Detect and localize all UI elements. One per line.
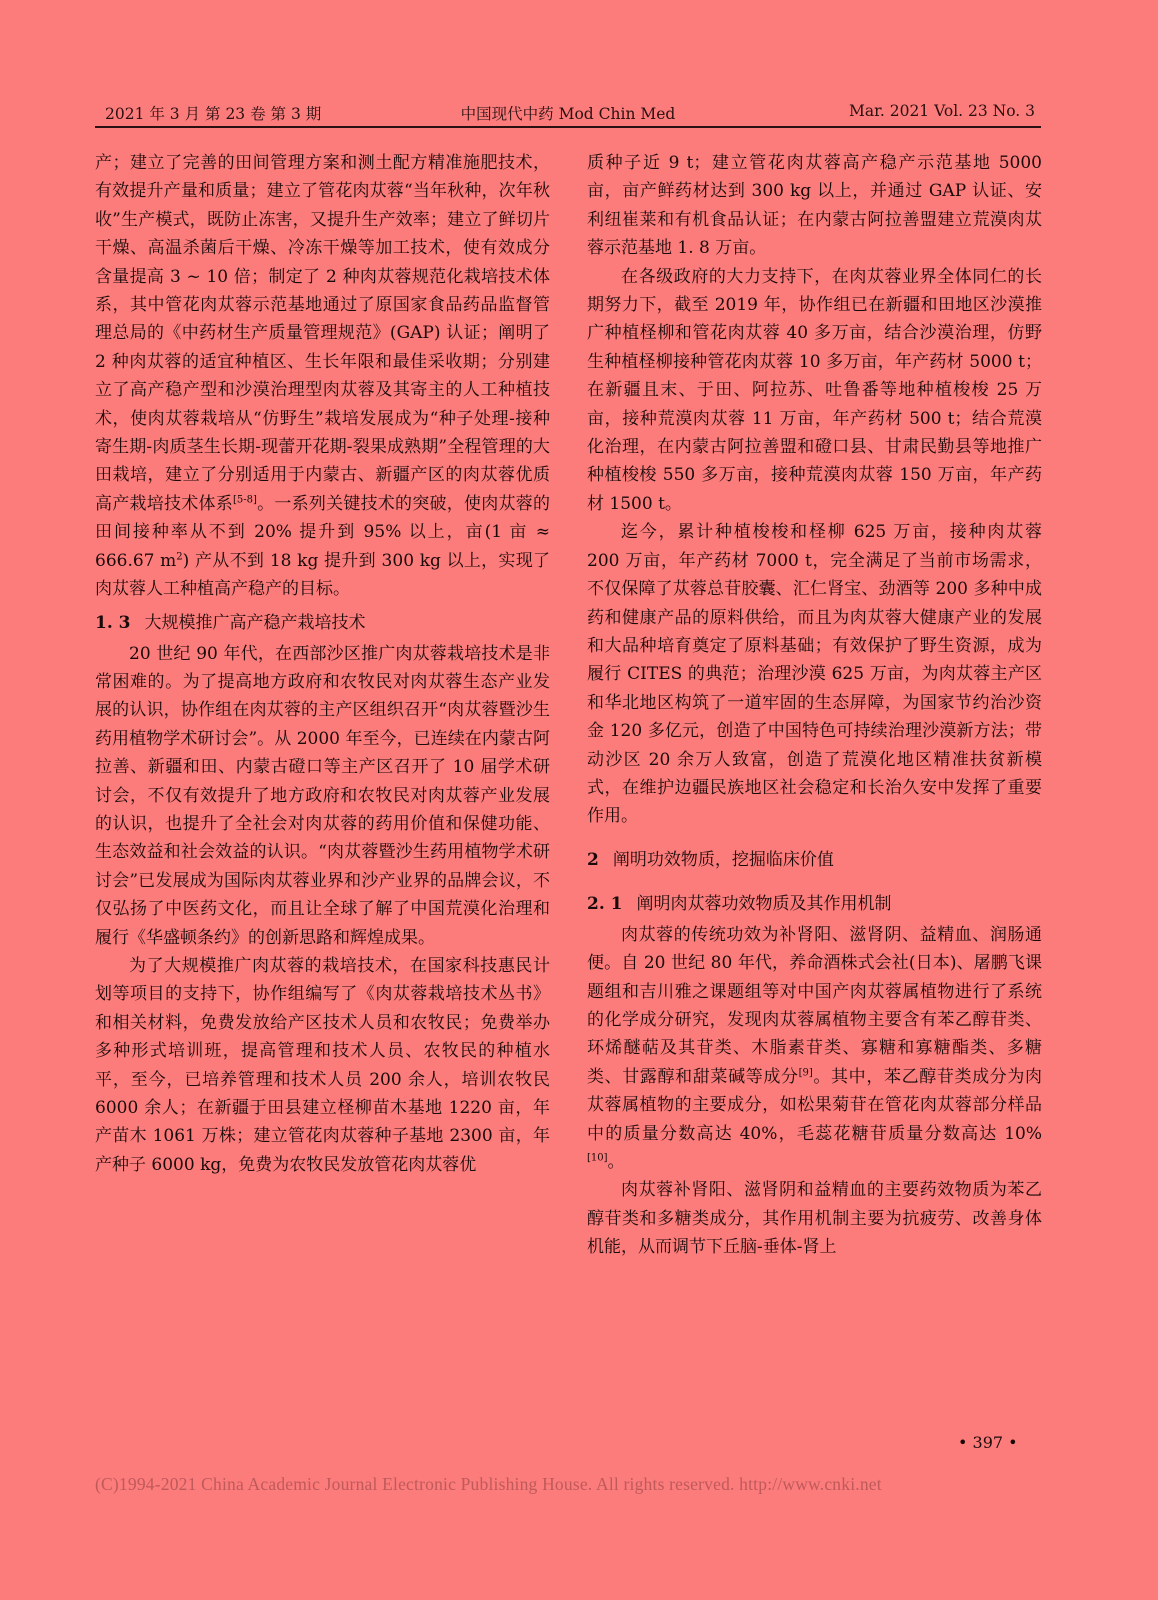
page-number: • 397 • [958, 1433, 1018, 1452]
header-issue-info: 2021 年 3 月 第 23 卷 第 3 期 [105, 105, 322, 123]
text-span: ) 产从不到 18 kg 提升到 300 kg 以上，实现了肉苁蓉人工种植高产稳产的目标。 [95, 550, 550, 600]
section-number: 1. 3 [95, 612, 131, 633]
paragraph-chemical-constituents [587, 921, 1042, 1177]
section-title: 大规模推广高产稳产栽培技术 [144, 612, 366, 633]
header-journal-name: 中国现代中药 Mod Chin Med [460, 105, 676, 123]
right-column [587, 149, 1042, 1262]
running-header [95, 100, 1041, 126]
text-span: 。其中，苯乙醇苷类成分为肉苁蓉属植物的主要成分，如松果菊苷在管花肉苁蓉部分样品中的质量分数高达 40%，毛蕊花糖苷质量分数高达 10% [587, 1066, 1043, 1144]
citation: [10] [587, 1152, 608, 1164]
paragraph-promotion: 为了大规模推广肉苁蓉的栽培技术，在国家科技惠民计划等项目的支持下，协作组编写了《肉苁蓉栽培技术丛书》和相关材料，免费发放给产区技术人员和农牧民；免费举办多种形式培训班，提高管理和技术人员、农牧民的种植水平，至今，已培养管理和技术人员 200 余人，培训农牧民 6000 余人；在新疆于田县建立柽柳苗木基地 1220 亩，年产苗木 1061 万株；建立管花肉苁蓉种子基地 2300 亩，年产种子 6000 kg，免费为农牧民发放管花肉苁蓉优 [95, 955, 550, 1175]
left-column [95, 149, 550, 1179]
paragraph-symposium: 20 世纪 90 年代，在西部沙区推广肉苁蓉栽培技术是非常困难的。为了提高地方政府和农牧民对肉苁蓉生态产业发展的认识，协作组在肉苁蓉的主产区组织召开“肉苁蓉暨沙生药用植物学术研讨会”。从 2000 年至今，已连续在内蒙古阿拉善、新疆和田、内蒙古磴口等主产区召开了 10 届学术研讨会，不仅有效提升了地方政府和农牧民对肉苁蓉产业发展的认识，也提升了全社会对肉苁蓉的药用价值和保健功能、生态效益和社会效益的认识。“肉苁蓉暨沙生药用植物学术研讨会”已发展成为国际肉苁蓉业界和沙产业界的品牌会议，不仅弘扬了中医药文化，而且让全球了解了中国荒漠化治理和履行《华盛顿条约》的创新思路和辉煌成果。 [95, 643, 550, 948]
superscript: 2 [176, 551, 183, 563]
text-span: 产；建立了完善的田间管理方案和测土配方精准施肥技术，有效提升产量和质量；建立了管花肉苁蓉“当年秋种，次年秋收”生产模式，既防止冻害，又提升生产效率；建立了鲜切片干燥、高温杀菌后干燥、冷冻干燥等加工技术，使有效成分含量提高 3 ~ 10 倍；制定了 2 种肉苁蓉规范化栽培技术体系，其中管花肉苁蓉示范基地通过了原国家食品药品监督管理总局的《中药材生产质量管理规范》(GAP) 认证；阐明了 2 种肉苁蓉的适宜种植区、生长年限和最佳采收期；分别建立了高产稳产型和沙漠治理型肉苁蓉及其寄主的人工种植技术，使肉苁蓉栽培从“仿野生”栽培发展成为“种子处理-接种寄生期-肉质茎生长期-现蕾开花期-裂果成熟期”全程管理的大田栽培，建立了分别适用于内蒙古、新疆产区的肉苁蓉优质高产栽培技术体系 [95, 153, 550, 514]
header-rule [95, 126, 1041, 128]
paragraph-achievements: 迄今，累计种植梭梭和柽柳 625 万亩，接种肉苁蓉 200 万亩，年产药材 7000 t，完全满足了当前市场需求，不仅保障了苁蓉总苷胶囊、汇仁肾宝、劲酒等 200 多种中成药和健康产品的原料供给，而且为肉苁蓉大健康产业的发展和大品种培育奠定了原料基础；有效保护了野生资源，成为履行 CITES 的典范；治理沙漠 625 万亩，为肉苁蓉主产区和华北地区构筑了一道牢固的生态屏障，为国家节约治沙资金 120 多亿元，创造了中国特色可持续治理沙漠新方法；带动沙区 20 余万人致富，创造了荒漠化地区精准扶贫新模式，在维护边疆民族地区社会稳定和长治久安中发挥了重要作用。 [587, 522, 1042, 827]
section-title: 阐明功效物质，挖掘临床价值 [612, 849, 834, 870]
section-heading-2 [587, 845, 1042, 875]
text-span: 。一系列关键技术的突破，使肉苁蓉的田间接种率从不到 20% 提升到 95% 以上，亩(1 亩 ≈ 666.67 m [95, 493, 551, 571]
section-number: 2. 1 [587, 893, 623, 914]
paragraph-mechanism: 肉苁蓉补肾阳、滋肾阴和益精血的主要药效物质为苯乙醇苷类和多糖类成分，其作用机制主要为抗疲劳、改善身体机能，从而调节下丘脑-垂体-肾上 [587, 1180, 1042, 1258]
paragraph-seed-base: 质种子近 9 t；建立管花肉苁蓉高产稳产示范基地 5000 亩，亩产鲜药材达到 300 kg 以上，并通过 GAP 认证、安利纽崔莱和有机食品认证；在内蒙古阿拉善盟建立荒漠肉苁蓉示范基地 1. 8 万亩。 [587, 153, 1042, 259]
paragraph-cultivation-system [95, 149, 550, 604]
citation: [9] [798, 1067, 813, 1079]
section-heading-1-3 [95, 608, 550, 638]
section-number: 2 [587, 849, 599, 870]
citation: [5-8] [232, 494, 257, 506]
header-issue-info-english: Mar. 2021 Vol. 23 No. 3 [849, 102, 1035, 120]
section-heading-2-1 [587, 889, 1042, 919]
copyright-footer: (C)1994-2021 China Academic Journal Electronic Publishing House. All rights reserved. http://www.cnki.net [95, 1474, 882, 1494]
paragraph-planting-scale: 在各级政府的大力支持下，在肉苁蓉业界全体同仁的长期努力下，截至 2019 年，协作组已在新疆和田地区沙漠推广种植柽柳和管花肉苁蓉 40 多万亩，结合沙漠治理，仿野生种植柽柳接种管花肉苁蓉 10 多万亩，年产药材 5000 t；在新疆且末、于田、阿拉苏、吐鲁番等地种植梭梭 25 万亩，接种荒漠肉苁蓉 11 万亩，年产药材 500 t；结合荒漠化治理，在内蒙古阿拉善盟和磴口县、甘肃民勤县等地推广种植梭梭 550 多万亩，接种荒漠肉苁蓉 150 万亩，年产药材 1500 t。 [587, 266, 1042, 514]
text-span: 肉苁蓉的传统功效为补肾阳、滋肾阴、益精血、润肠通便。自 20 世纪 80 年代，养命酒株式会社(日本)、屠鹏飞课题组和吉川雅之课题组等对中国产肉苁蓉属植物进行了系统的化学成分研究，发现肉苁蓉属植物主要含有苯乙醇苷类、环烯醚萜及其苷类、木脂素苷类、寡糖和寡糖酯类、多糖类、甘露醇和甜菜碱等成分 [587, 924, 1042, 1087]
section-title: 阐明肉苁蓉功效物质及其作用机制 [636, 893, 892, 914]
text-span: 。 [607, 1152, 625, 1172]
